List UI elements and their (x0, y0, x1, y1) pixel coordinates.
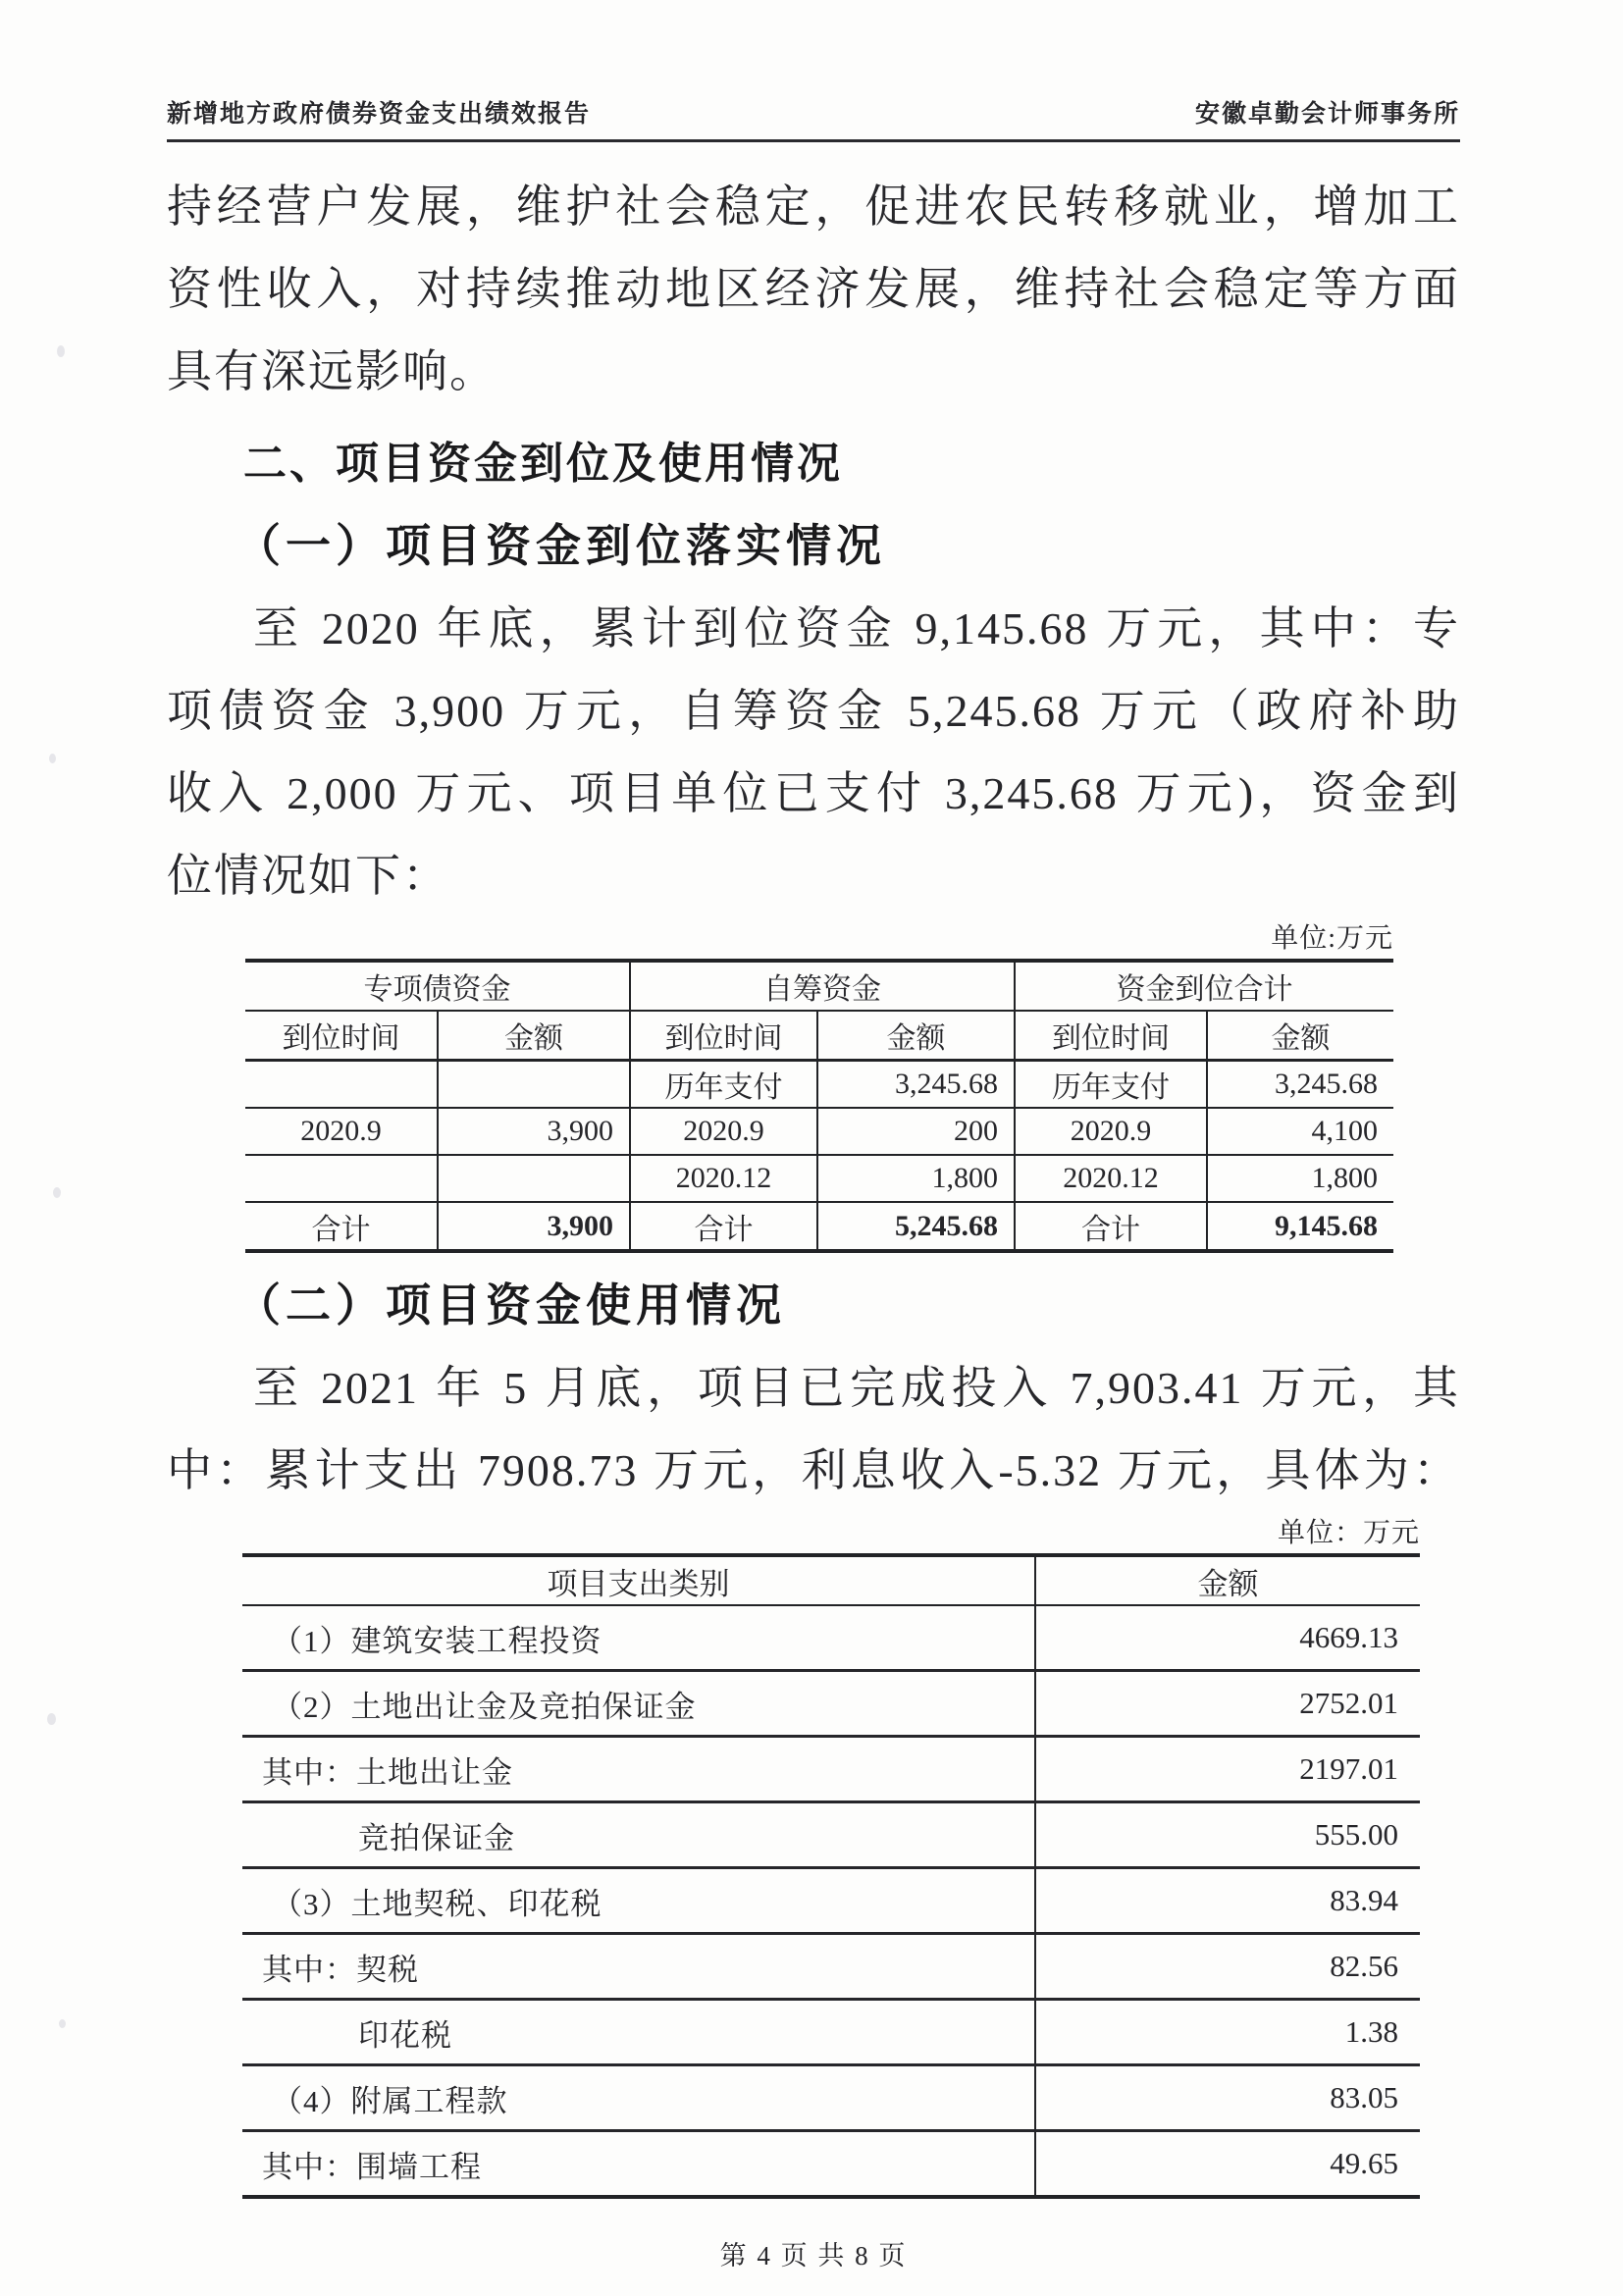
table-cell: 2020.12 (1015, 1155, 1207, 1202)
table-cell (438, 1061, 630, 1109)
expense-category-cell: 其中：契税 (242, 1934, 1035, 2000)
table-row (242, 1868, 1420, 1934)
scan-artifact (59, 2019, 66, 2028)
body-text-line: 至 2020 年底，累计到位资金 9,145.68 万元，其中：专 (253, 603, 1460, 653)
expense-category-cell: 竞拍保证金 (242, 1802, 1035, 1868)
table-total-row (245, 1202, 1393, 1251)
table-header-cell: 金额 (1035, 1555, 1420, 1605)
expense-category-cell: （3）土地契税、印花税 (242, 1868, 1035, 1934)
table-cell: 3,245.68 (817, 1061, 1015, 1109)
body-text-line: 至 2021 年 5 月底，项目已完成投入 7,903.41 万元，其 (253, 1363, 1460, 1413)
amount-cell: 49.65 (1035, 2131, 1420, 2198)
table-header-cell: 自筹资金 (630, 961, 1015, 1011)
table-row (242, 1671, 1420, 1737)
table-row (242, 1934, 1420, 2000)
table-group-header-row (245, 961, 1393, 1011)
table-cell (245, 1061, 438, 1109)
paragraph-funding-usage (167, 1347, 1460, 1512)
scan-artifact (47, 1713, 56, 1725)
amount-cell: 2752.01 (1035, 1671, 1420, 1737)
body-text-line: 资性收入，对持续推动地区经济发展，维持社会稳定等方面 (167, 264, 1460, 314)
body-text-line: 具有深远影响。 (167, 346, 497, 396)
table-cell: 3,245.68 (1207, 1061, 1393, 1109)
table-cell: 2020.9 (1015, 1108, 1207, 1155)
page-number-footer: 第 4 页 共 8 页 (719, 2241, 908, 2270)
amount-cell: 1.38 (1035, 2000, 1420, 2065)
table-column-header-row (245, 1011, 1393, 1061)
subsection-heading-usage: （二）项目资金使用情况 (236, 1280, 786, 1331)
expense-category-cell: （4）附属工程款 (242, 2065, 1035, 2131)
table-row (242, 2000, 1420, 2065)
table-cell: 9,145.68 (1207, 1202, 1393, 1251)
table-header-cell: 金额 (817, 1011, 1015, 1061)
body-text-line: 位情况如下： (167, 851, 449, 901)
table-cell: 1,800 (817, 1155, 1015, 1202)
amount-cell: 83.94 (1035, 1868, 1420, 1934)
table-cell: 2020.12 (630, 1155, 817, 1202)
table-row (242, 2065, 1420, 2131)
table-cell: 合计 (311, 1213, 371, 1246)
table-cell (245, 1155, 438, 1202)
amount-cell: 555.00 (1035, 1802, 1420, 1868)
table-cell: 3,900 (438, 1108, 630, 1155)
amount-cell: 2197.01 (1035, 1737, 1420, 1802)
body-text-line: 中：累计支出 7908.73 万元，利息收入-5.32 万元，具体为： (167, 1445, 1460, 1495)
table-header-row (242, 1555, 1420, 1605)
header-report-title: 新增地方政府债券资金支出绩效报告 (167, 101, 592, 128)
table-cell: 历年支付 (1015, 1061, 1207, 1109)
scan-artifact (53, 1187, 61, 1198)
amount-cell: 4669.13 (1035, 1605, 1420, 1671)
table-row (245, 1155, 1393, 1202)
expense-category-cell: （2）土地出让金及竞拍保证金 (242, 1671, 1035, 1737)
scan-artifact (49, 754, 56, 763)
table-header-cell: 到位时间 (630, 1011, 817, 1061)
unit-label-expenditure-table: 单位：万元 (1277, 1518, 1420, 1548)
amount-cell: 82.56 (1035, 1934, 1420, 2000)
table-row (242, 1605, 1420, 1671)
table-cell: 4,100 (1207, 1108, 1393, 1155)
amount-cell: 83.05 (1035, 2065, 1420, 2131)
table-header-cell: 到位时间 (245, 1011, 438, 1061)
table-cell: 合计 (1015, 1202, 1207, 1251)
table-header-cell: 金额 (1207, 1011, 1393, 1061)
paragraph-impact (167, 166, 1460, 413)
header-firm-name: 安徽卓勤会计师事务所 (1194, 101, 1460, 128)
table-row (242, 2131, 1420, 2198)
table-cell: 3,900 (438, 1202, 630, 1251)
table-row (242, 1802, 1420, 1868)
expense-category-cell: 印花税 (242, 2000, 1035, 2065)
table-cell: 5,245.68 (817, 1202, 1015, 1251)
subsection-heading-arrival: （一）项目资金到位落实情况 (236, 521, 886, 571)
table-cell: 合计 (630, 1202, 817, 1251)
paragraph-funding-arrival (167, 588, 1460, 917)
section-heading-funds: 二、项目资金到位及使用情况 (243, 440, 843, 488)
table-header-cell: 资金到位合计 (1015, 961, 1393, 1011)
expense-category-cell: 其中：围墙工程 (262, 2149, 482, 2184)
expenditure-table (242, 1553, 1420, 2199)
table-cell: 200 (817, 1108, 1015, 1155)
table-cell: 历年支付 (630, 1061, 817, 1109)
funding-arrival-table (245, 959, 1393, 1253)
body-text-line: 项债资金 3,900 万元，自筹资金 5,245.68 万元（政府补助 (167, 686, 1460, 736)
expense-category-cell: 其中：土地出让金 (242, 1737, 1035, 1802)
table-row (242, 1737, 1420, 1802)
page-header (167, 94, 1460, 142)
table-row (245, 1061, 1393, 1109)
body-text-line: 持经营户发展，维护社会稳定，促进农民转移就业，增加工 (167, 182, 1460, 232)
table-cell: 2020.9 (630, 1108, 817, 1155)
table-header-cell: 专项债资金 (245, 961, 630, 1011)
unit-label-funding-table: 单位:万元 (1271, 923, 1393, 954)
body-text-line: 收入 2,000 万元、项目单位已支付 3,245.68 万元)，资金到 (167, 768, 1460, 818)
table-header-cell: 到位时间 (1015, 1011, 1207, 1061)
table-row (245, 1108, 1393, 1155)
table-cell: 1,800 (1207, 1155, 1393, 1202)
expense-category-cell: （1）建筑安装工程投资 (242, 1605, 1035, 1671)
scan-artifact (57, 345, 65, 357)
table-cell (438, 1155, 630, 1202)
table-cell: 2020.9 (245, 1108, 438, 1155)
table-header-cell: 项目支出类别 (242, 1555, 1035, 1605)
table-header-cell: 金额 (438, 1011, 630, 1061)
